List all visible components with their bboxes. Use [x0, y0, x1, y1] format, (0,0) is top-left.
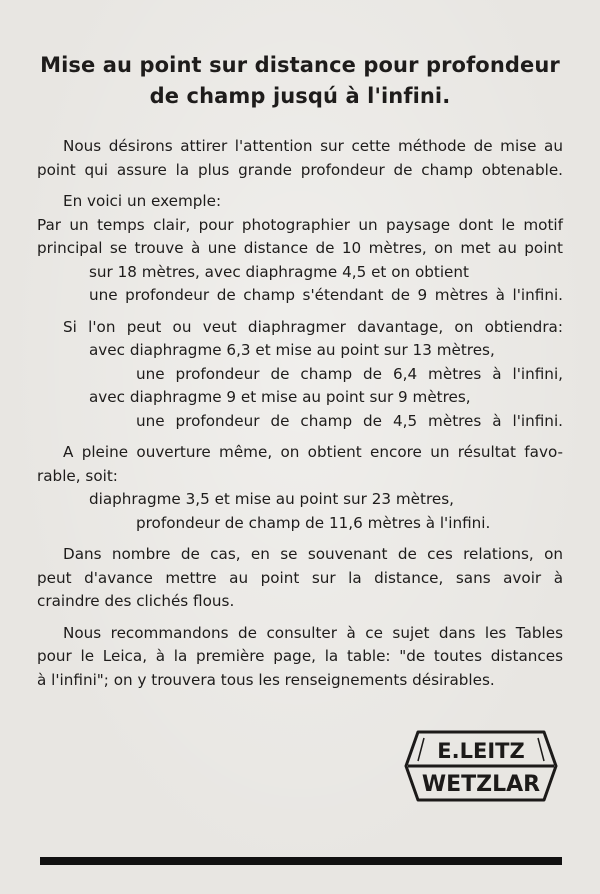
- text-line: Nous désirons attirer l'attention sur cette méthode de mise au: [63, 137, 563, 155]
- text-line: pour le Leica, à la première page, la table: "de toutes distances: [37, 647, 563, 665]
- title-line-1: Mise au point sur distance pour profondeur: [40, 53, 560, 77]
- footer-rule: [40, 857, 562, 865]
- logo-top-text: E.LEITZ: [437, 739, 525, 763]
- paragraph-1: [37, 135, 563, 182]
- text-line: avec diaphragme 6,3 et mise au point sur 13 mètres,: [89, 341, 495, 359]
- text-line: Par un temps clair, pour photographier un paysage dont le motif: [37, 215, 563, 234]
- document-body: [37, 135, 563, 692]
- title-line-2: de champ jusqú à l'infini.: [149, 84, 451, 108]
- text-line: craindre des clichés flous.: [37, 592, 235, 610]
- logo-bottom-text: WETZLAR: [421, 772, 541, 797]
- paragraph-4: [37, 441, 563, 535]
- paragraph-2: [37, 190, 563, 308]
- text-line: A pleine ouverture même, on obtient encore un résultat favo-: [63, 443, 563, 461]
- text-line: une profondeur de champ s'étendant de 9 mètres à l'infini.: [89, 286, 563, 304]
- logo-emblem: [402, 728, 560, 804]
- text-line: à l'infini"; on y trouvera tous les renseignements désirables.: [37, 670, 495, 689]
- text-line: Dans nombre de cas, en se souvenant de ces relations, on: [63, 545, 563, 563]
- text-line: profondeur de champ de 11,6 mètres à l'infini.: [136, 513, 491, 532]
- text-line: diaphragme 3,5 et mise au point sur 23 mètres,: [89, 490, 454, 508]
- text-line: Nous recommandons de consulter à ce sujet dans les Tables: [63, 623, 563, 642]
- text-line: point qui assure la plus grande profondeur de champ obtenable.: [37, 160, 563, 179]
- paragraph-5: [37, 543, 563, 614]
- text-line: peut d'avance mettre au point sur la distance, sans avoir à: [37, 568, 563, 587]
- text-line: Si l'on peut ou veut diaphragmer davantage, on obtiendra:: [63, 317, 563, 336]
- text-line: avec diaphragme 9 et mise au point sur 9 mètres,: [89, 388, 471, 406]
- text-line: une profondeur de champ de 6,4 mètres à l'infini,: [136, 364, 563, 383]
- page-title: [20, 50, 580, 112]
- text-line: rable, soit:: [37, 466, 118, 485]
- paragraph-6: [37, 622, 563, 693]
- text-line: En voici un exemple:: [63, 192, 222, 210]
- text-line: principal se trouve à une distance de 10 mètres, on met au point: [37, 239, 563, 257]
- leitz-wetzlar-logo: [402, 728, 560, 804]
- paragraph-3: [37, 316, 563, 434]
- text-line: sur 18 mètres, avec diaphragme 4,5 et on obtient: [89, 262, 469, 281]
- text-line: une profondeur de champ de 4,5 mètres à l'infini.: [136, 411, 563, 430]
